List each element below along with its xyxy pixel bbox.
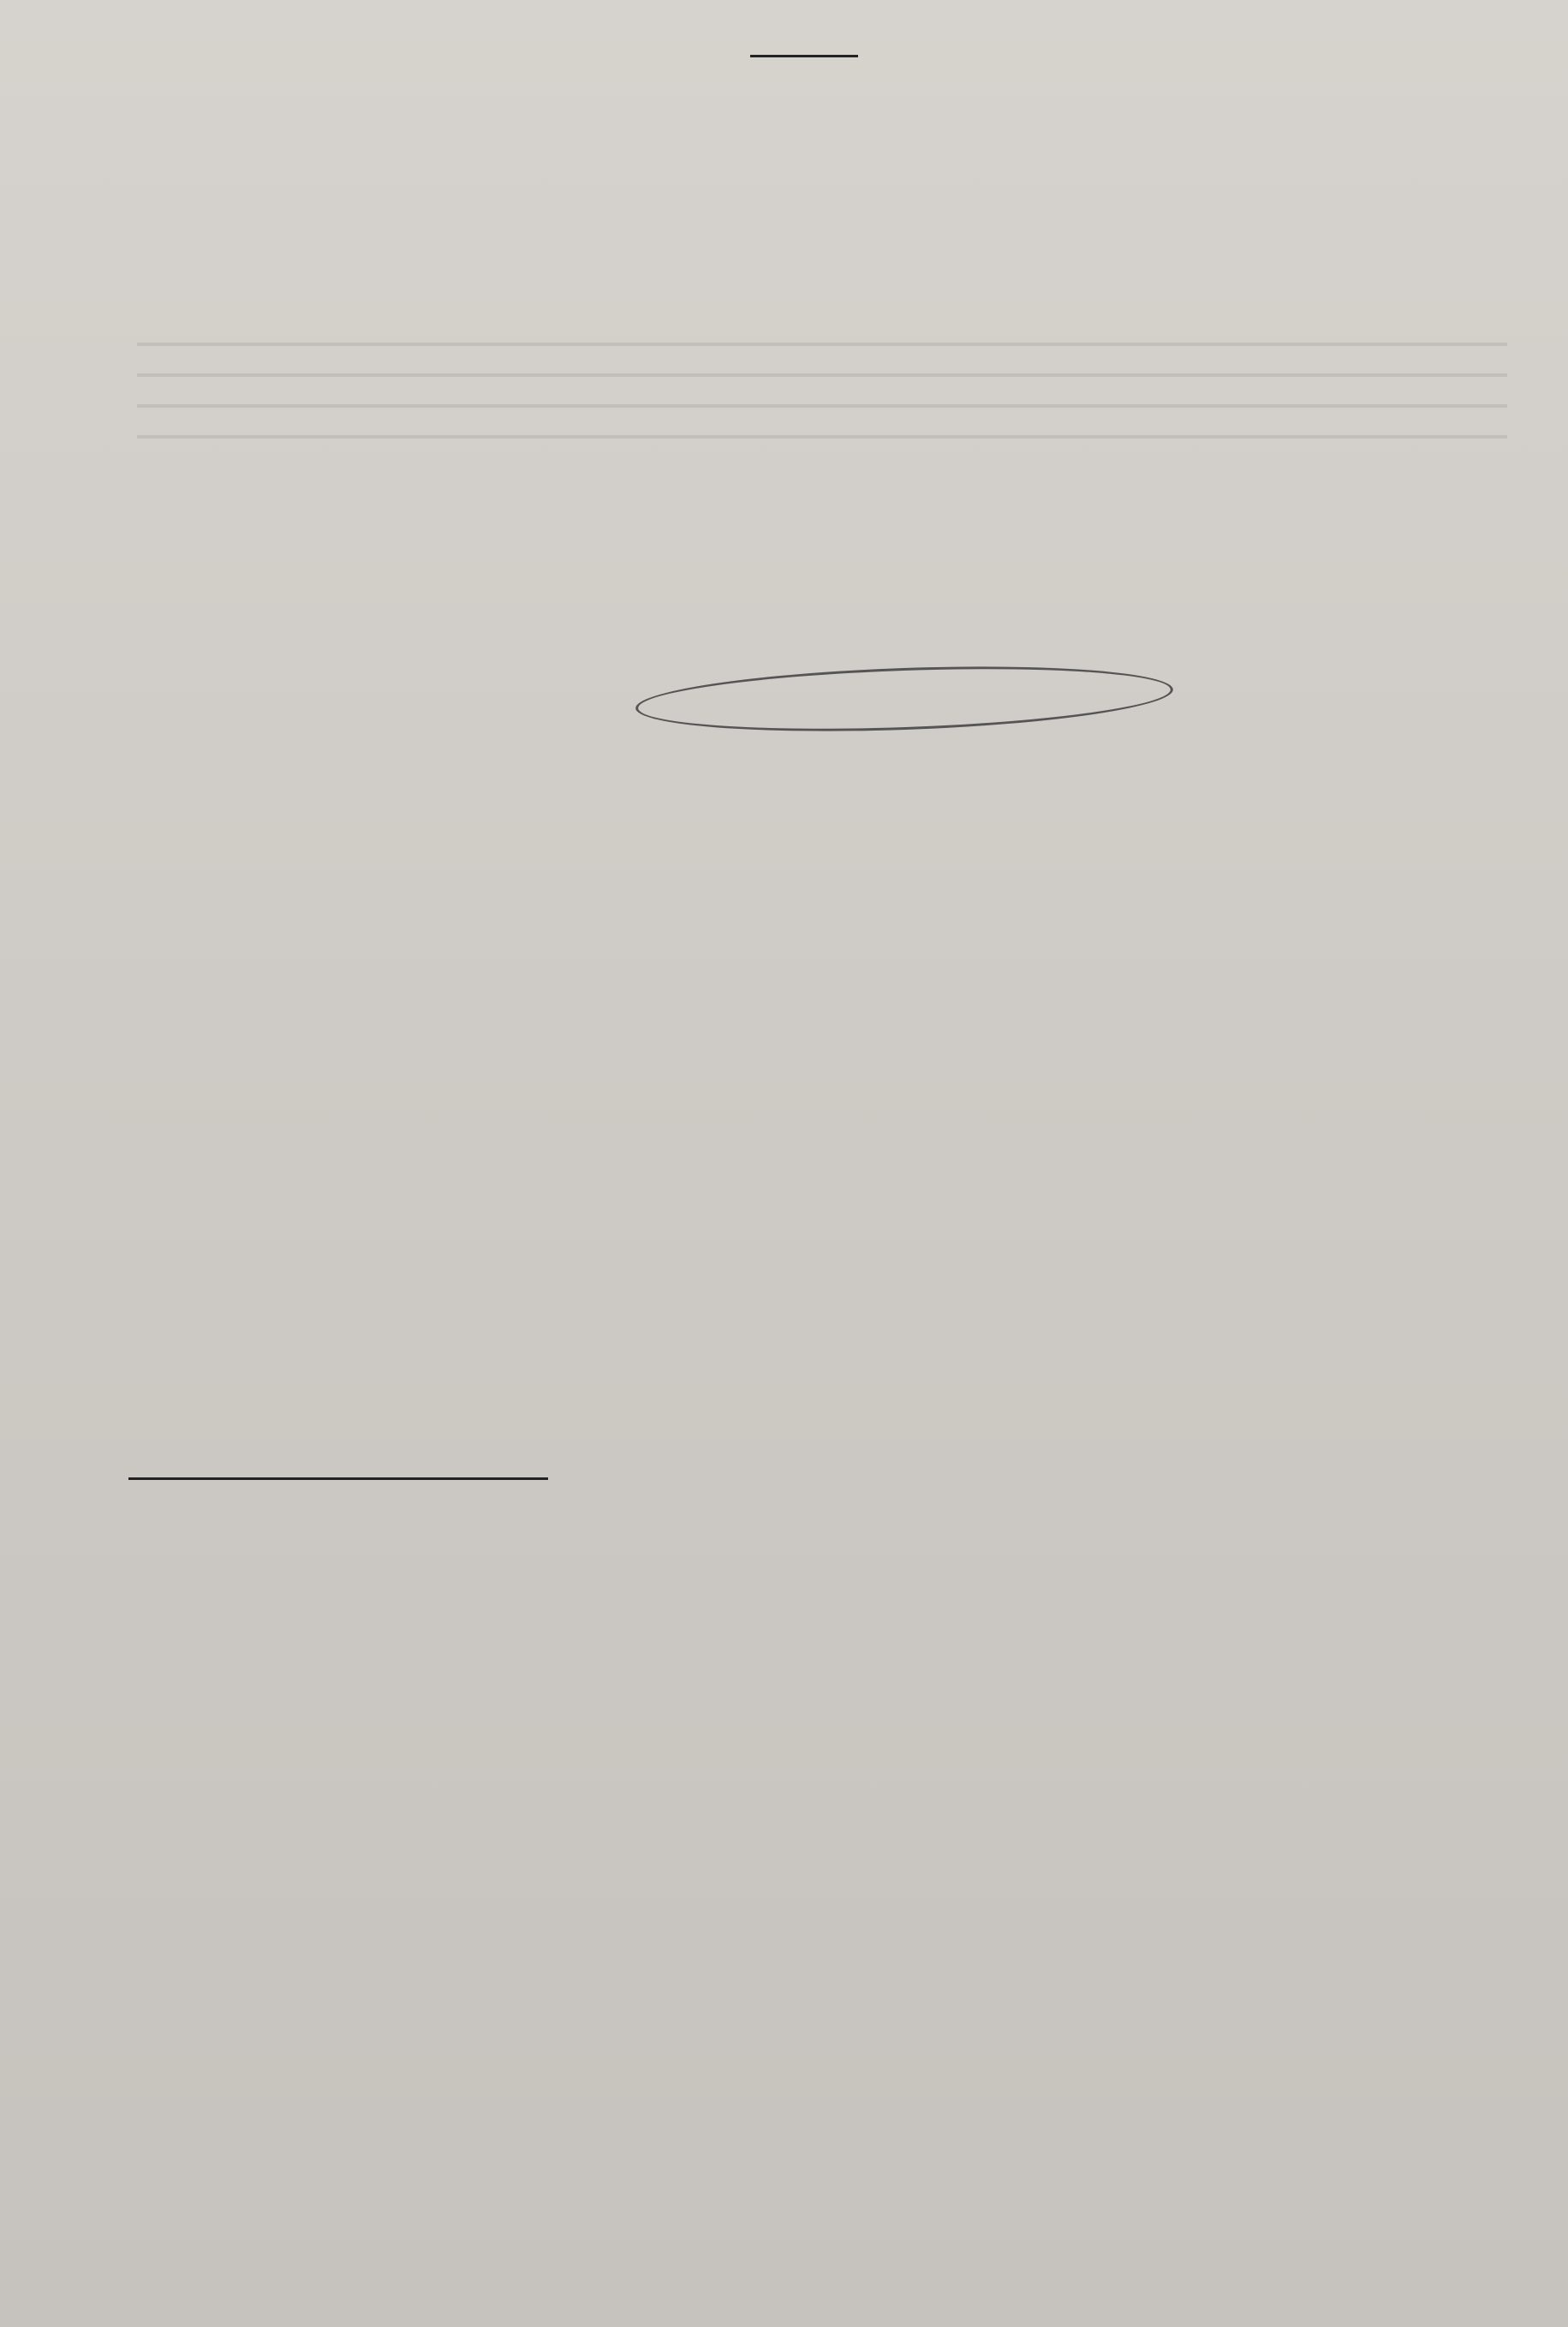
hand-drawn-circle-mark (635, 659, 1174, 739)
page-number-rule (750, 55, 858, 57)
section-heading (111, 137, 1529, 198)
bleed-through-texture (137, 343, 1507, 445)
footnote-rule (128, 1477, 548, 1480)
main-text (111, 104, 1529, 220)
